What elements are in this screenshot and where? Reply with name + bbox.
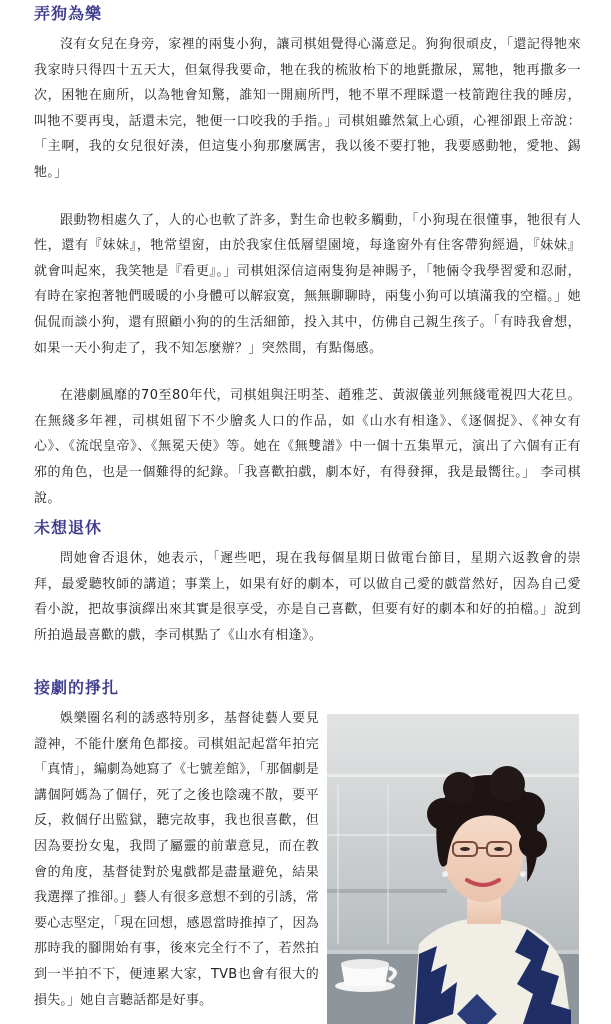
section-title-play-with-dogs: 弄狗為樂 <box>34 4 103 23</box>
paragraph: 問她會否退休，她表示，「遲些吧，現在我每個星期日做電台節目，星期六返教會的崇拜，最愛聽牧師的講道；事業上，如果有好的劇本，可以做自己愛的戲當然好，因為自己愛看小說，把故事演繹出來其實是很享受，亦是自己喜歡，但要有好的劇本和好的拍檔。」說到所拍過最喜歡的戲，李司棋點了《山水有相逢》。 <box>34 551 581 643</box>
paragraph: 跟動物相處久了，人的心也軟了許多，對生命也較多觸動，「小狗現在很懂事，牠很有人性，還有『妹妹』，牠常望窗，由於我家住低層望園境，每逢窗外有住客帶狗經過，『妹妹』就會叫起來，我笑牠是『看更』。」司棋姐深信這兩隻狗是神賜予，「牠倆令我學習愛和忍耐，有時在家抱著牠們暖暖的小身體可以解寂寞，無無聊聊時，兩隻小狗可以填滿我的空檔。」她侃侃而談小狗，還有照顧小狗的的生活細節，投入其中，仿佛自己親生孩子。「有時我會想，如果一天小狗走了，我不知怎麼辦？」突然間，有點傷感。 <box>34 212 581 356</box>
paragraph: 在港劇風靡的70至80年代，司棋姐與汪明荃、趙雅芝、黃淑儀並列無綫電視四大花旦。在無綫多年裡，司棋姐留下不少膾炙人口的作品，如《山水有相逢》、《逐個捉》、《神女有心》、《流氓皇帝》、《無冕天使》等。她在《無雙譜》中一個十五集單元，演出了六個有正有邪的角色，也是一個難得的紀錄。「我喜歡拍戲，劇本好，有得發揮，我是最嚮往。」 李司棋說。 <box>34 388 581 506</box>
section-body-role-struggle <box>34 706 319 1013</box>
section-title-not-retiring: 未想退休 <box>34 518 103 537</box>
portrait-photo <box>327 714 579 1024</box>
section-body-not-retiring <box>34 546 581 648</box>
paragraph: 娛樂圈名利的誘惑特別多，基督徒藝人要見證神，不能什麼角色都接。司棋姐記起當年拍完「真情」，編劇為她寫了《七號差館》，「那個劇是講個阿媽為了個仔，死了之後也陰魂不散，要平反，救個仔出監獄，聽完故事，我也很喜歡，但因為要扮女鬼，我問了屬靈的前輩意見，而在教會的角度，基督徒對於鬼戲都是盡量避免，結果我選擇了推卻。」藝人有很多意想不到的引誘，常要心志堅定，「現在回想，感恩當時推掉了，因為那時我的腳開始有事，後來完全行不了，若然拍到一半拍不下，便連累大家，TVB也會有很大的損失。」她自言聽話都是好事。 <box>34 711 319 1008</box>
section-body-play-with-dogs <box>34 32 581 511</box>
paragraph: 沒有女兒在身旁，家裡的兩隻小狗，讓司棋姐覺得心滿意足。狗狗很頑皮，「還記得牠來我家時只得四十五天大，但氣得我要命，牠在我的梳妝枱下的地氈撒尿，罵牠，牠再撒多一次，困牠在廁所，以為牠會知驚，誰知一開廁所門，牠不單不理睬還一枝箭跑往我的睡房，叫牠不要再曳，話還未完，牠便一口咬我的手指。」司棋姐雖然氣上心頭，心裡卻跟上帝說：「主啊，我的女兒很好湊，但這隻小狗那麼厲害，我以後不要打牠，我要感動牠，愛牠、錫牠。」 <box>34 37 581 180</box>
section-title-role-struggle: 接劇的掙扎 <box>34 678 120 697</box>
